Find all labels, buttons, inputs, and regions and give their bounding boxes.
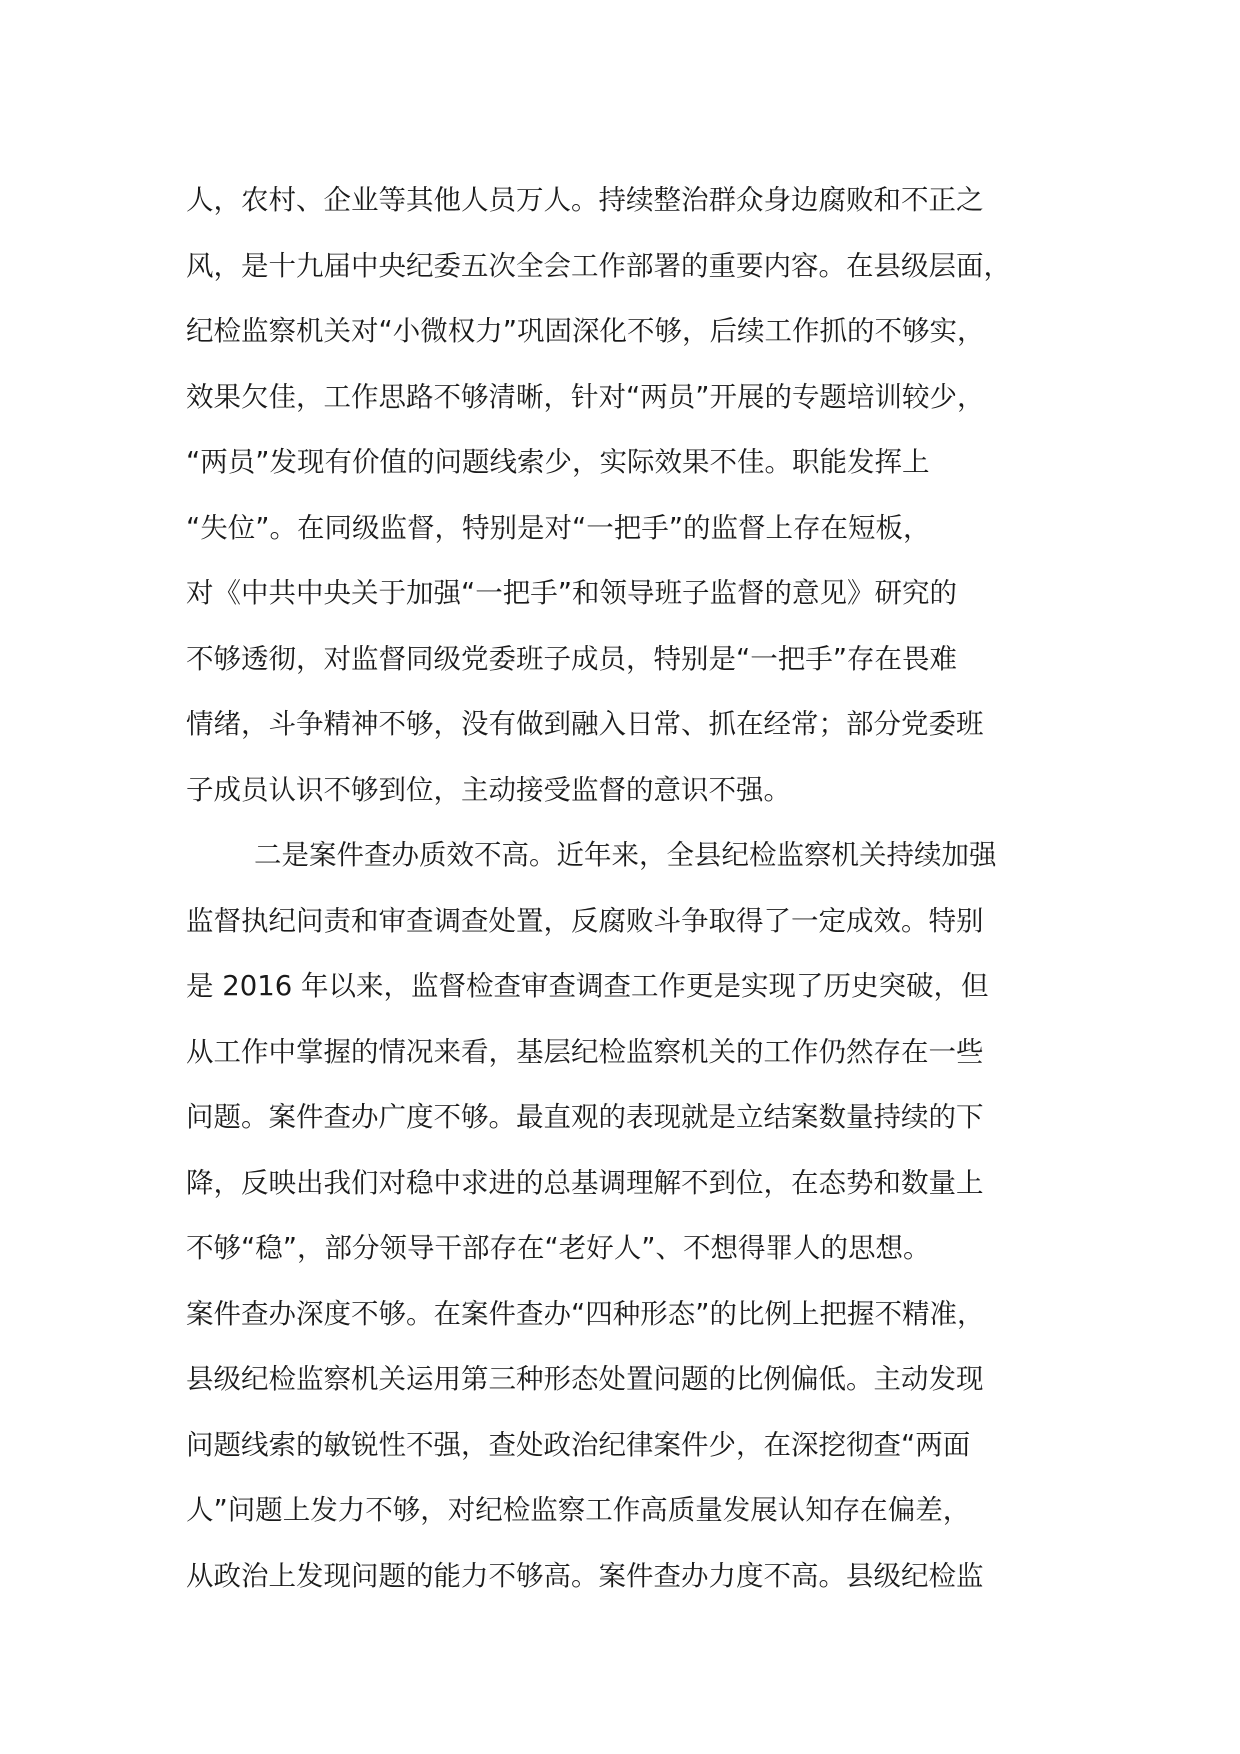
text-line: 县级纪检监察机关运用第三种形态处置问题的比例偏低。主动发现: [186, 1363, 984, 1395]
text-line: 降，反映出我们对稳中求进的总基调理解不到位，在态势和数量上: [186, 1166, 984, 1199]
text-line: “失位”。在同级监督，特别是对“一把手”的监督上存在短板，: [186, 511, 931, 544]
text-line: 从工作中掌握的情况来看，基层纪检监察机关的工作仍然存在一些: [186, 1035, 984, 1068]
text-line: “两员”发现有价值的问题线索少，实际效果不佳。职能发挥上: [186, 446, 930, 478]
text-line: 人，农村、企业等其他人员万人。持续整治群众身边腐败和不正之: [186, 184, 984, 216]
text-line: 案件查办深度不够。在案件查办“四种形态”的比例上把握不精准，: [186, 1297, 985, 1330]
text-line: 子成员认识不够到位，主动接受监督的意识不强。: [186, 773, 791, 806]
text-line: 不够透彻，对监督同级党委班子成员，特别是“一把手”存在畏难: [186, 642, 957, 675]
text-line: 问题。案件查办广度不够。最直观的表现就是立结案数量持续的下: [186, 1101, 984, 1133]
text-line: 问题线索的敏锐性不强，查处政治纪律案件少，在深挖彻查“两面: [186, 1428, 971, 1461]
text-line: 纪检监察机关对“小微权力”巩固深化不够，后续工作抓的不够实，: [186, 315, 985, 347]
text-line: 效果欠佳，工作思路不够清晰，针对“两员”开展的专题培训较少，: [186, 380, 985, 413]
text-line: 人”问题上发力不够，对纪检监察工作高质量发展认知存在偏差，: [186, 1494, 971, 1526]
text-line: 监督执纪问责和审查调查处置，反腐败斗争取得了一定成效。特别: [186, 904, 984, 937]
text-line: 风，是十九届中央纪委五次全会工作部署的重要内容。在县级层面，: [186, 249, 1011, 282]
text-line: 情绪，斗争精神不够，没有做到融入日常、抓在经常；部分党委班: [186, 708, 984, 740]
text-line: 不够“稳”，部分领导干部存在“老好人”、不想得罪人的思想。: [186, 1232, 931, 1264]
text-line: 从政治上发现问题的能力不够高。案件查办力度不高。县级纪检监: [186, 1559, 984, 1592]
text-line: 二是案件查办质效不高。近年来，全县纪检监察机关持续加强: [254, 839, 997, 871]
body-text: [186, 168, 1086, 1609]
text-line: 对《中共中央关于加强“一把手”和领导班子监督的意见》研究的: [186, 577, 957, 609]
text-line: 是 2016 年以来，监督检查审查调查工作更是实现了历史突破，但: [186, 970, 989, 1002]
